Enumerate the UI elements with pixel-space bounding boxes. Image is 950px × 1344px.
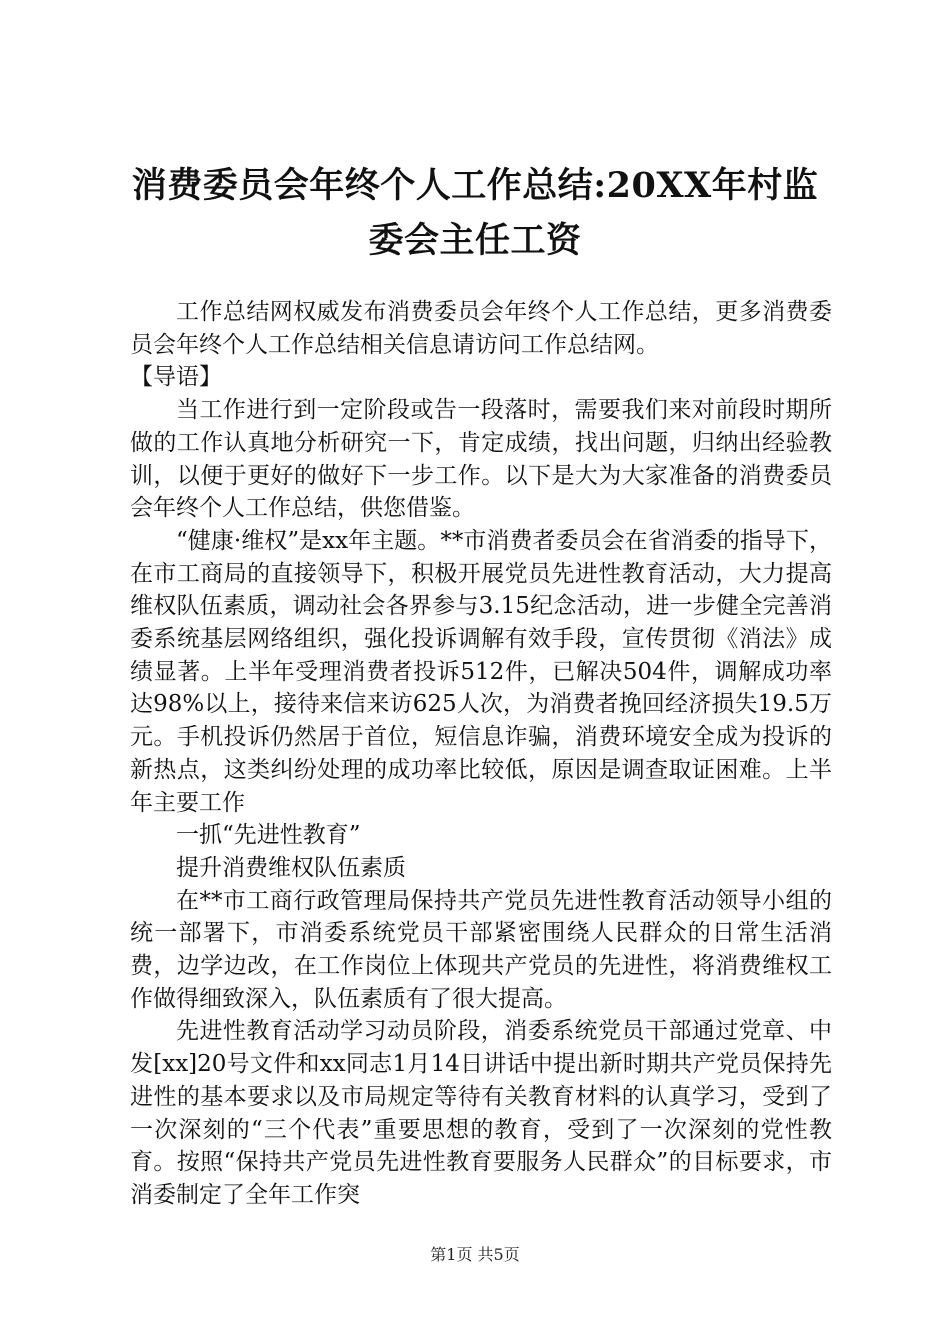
body-paragraph: 先进性教育活动学习动员阶段，消委系统党员干部通过党章、中发[xx]20号文件和xx同志1月14日讲话中提出新时期共产党员保持先进性的基本要求以及市局规定等待有关教育材料的认真学习，受到了一次深刻的“三个代表”重要思想的教育，受到了一次深刻的党性教育。按照“保持共产党员先进性教育要服务人民群众”的目标要求，市消委制定了全年工作突 — [130, 1018, 832, 1208]
document-title: 消费委员会年终个人工作总结:20XX年村监委会主任工资 — [131, 165, 819, 261]
section-heading: 一抓“先进性教育” — [176, 822, 361, 849]
document-body — [130, 296, 832, 1212]
body-paragraph: 当工作进行到一定阶段或告一段落时，需要我们来对前段时期所做的工作认真地分析研究一下，肯定成绩，找出问题，归纳出经验教训，以便于更好的做好下一步工作。以下是大为大家准备的消费委员会年终个人工作总结，供您借鉴。 — [130, 397, 832, 522]
body-paragraph: 在**市工商行政管理局保持共产党员先进性教育活动领导小组的统一部署下，市消委系统党员干部紧密围绕人民群众的日常生活消费，边学边改，在工作岗位上体现共产党员的先进性，将消费维权工作做得细致深入，队伍素质有了很大提高。 — [130, 887, 832, 1012]
lead-heading: 【导语】 — [130, 364, 222, 391]
section-subheading: 提升消费维权队伍素质 — [176, 854, 406, 881]
page-number-footer: 第1页 共5页 — [430, 1245, 520, 1264]
body-paragraph: “健康·维权”是xx年主题。**市消费者委员会在省消委的指导下，在市工商局的直接领导下，积极开展党员先进性教育活动，大力提高维权队伍素质，调动社会各界参与3.15纪念活动，进一步健全完善消委系统基层网络组织，强化投诉调解有效手段，宣传贯彻《消法》成绩显著。上半年受理消费者投诉512件，已解决504件，调解成功率达98%以上，接待来信来访625人次，为消费者挽回经济损失19.5万元。手机投诉仍然居于首位，短信息诈骗，消费环境安全成为投诉的新热点，这类纠纷处理的成功率比较低，原因是调查取证困难。上半年主要工作 — [130, 527, 832, 816]
intro-paragraph: 工作总结网权威发布消费委员会年终个人工作总结，更多消费委员会年终个人工作总结相关信息请访问工作总结网。 — [130, 299, 832, 358]
